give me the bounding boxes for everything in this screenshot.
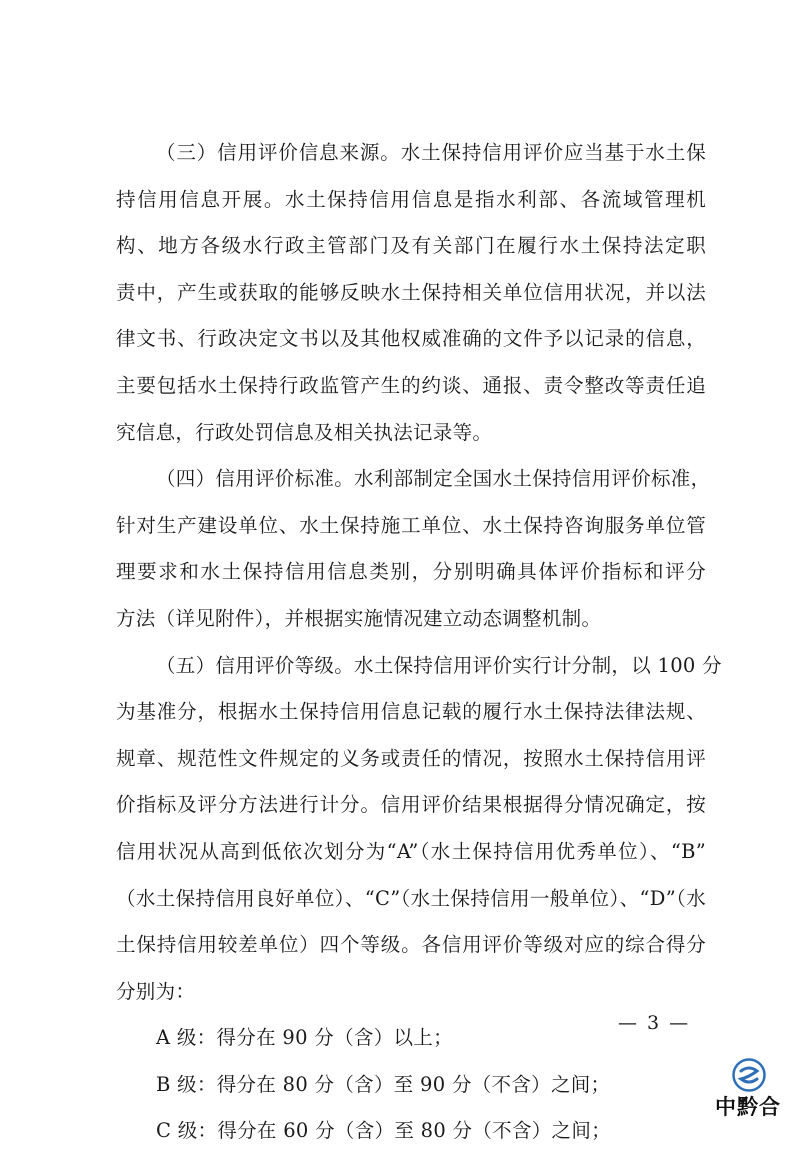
text-line: 价指标及评分方法进行计分。信用评价结果根据得分情况确定，按 [116,793,706,817]
text-line: 信用状况从高到低依次划分为“A”（水土保持信用优秀单位）、“B” [116,839,706,863]
watermark-text: 中黔合 [715,1095,781,1119]
text-line: （水土保持信用良好单位）、“C”（水土保持信用一般单位）、“D”（水 [116,886,706,910]
circle-swirl-logo-icon [732,1058,766,1092]
text-line: 为基准分，根据水土保持信用信息记载的履行水土保持法律法规、 [116,700,706,724]
text-line: 规章、规范性文件规定的义务或责任的情况，按照水土保持信用评 [116,746,706,770]
text-line: 究信息，行政处罚信息及相关执法记录等。 [116,420,493,444]
text-line: 持信用信息开展。水土保持信用信息是指水利部、各流域管理机 [116,187,706,211]
text-line: B 级：得分在 80 分（含）至 90 分（不含）之间； [156,1072,611,1096]
text-line: 分别为： [116,979,196,1003]
text-line: （五）信用评价等级。水土保持信用评价实行计分制，以 100 分 [156,653,722,677]
page-number: — 3 — [618,1012,691,1034]
text-line: （三）信用评价信息来源。水土保持信用评价应当基于水土保 [156,141,706,164]
text-line: 理要求和水土保持信用信息类别，分别明确具体评价指标和评分 [116,560,706,584]
text-line: 构、地方各级水行政主管部门及有关部门在履行水土保持法定职 [116,234,706,258]
text-line: 方法（详见附件），并根据实施情况建立动态调整机制。 [116,606,602,630]
text-line: C 级：得分在 60 分（含）至 80 分（不含）之间； [156,1119,611,1143]
document-body [116,130,722,1155]
text-line: 土保持信用较差单位）四个等级。各信用评价等级对应的综合得分 [116,933,706,957]
watermark [706,1056,790,1126]
text-line: 主要包括水土保持行政监管产生的约谈、通报、责令整改等责任追 [116,373,706,397]
text-line: 责中，产生或获取的能够反映水土保持相关单位信用状况，并以法 [116,280,706,304]
text-line: 律文书、行政决定文书以及其他权威准确的文件予以记录的信息， [116,327,706,351]
text-line: （四）信用评价标准。水利部制定全国水土保持信用评价标准， [156,467,711,491]
text-line: 针对生产建设单位、水土保持施工单位、水土保持咨询服务单位管 [116,513,706,537]
text-line: A 级：得分在 90 分（含）以上； [156,1026,453,1050]
